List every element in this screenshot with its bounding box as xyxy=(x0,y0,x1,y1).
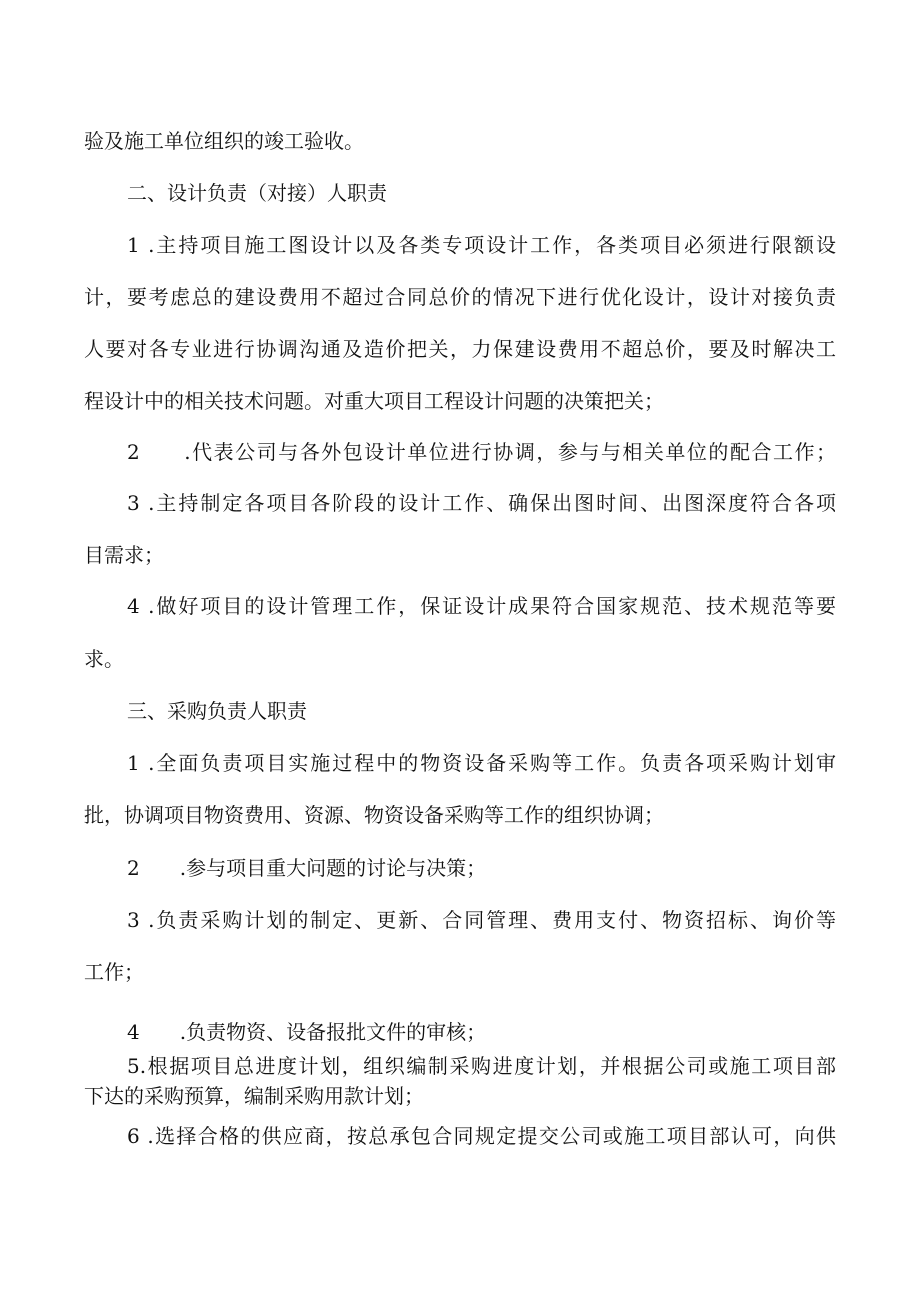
paragraph-line: 2 .参与项目重大问题的讨论与决策； xyxy=(127,856,487,880)
paragraph-line: 验及施工单位组织的竣工验收。 xyxy=(84,129,364,153)
paragraph-line: 人要对各专业进行协调沟通及造价把关，力保建设费用不超总价，要及时解决工 xyxy=(84,337,836,361)
section-heading: 二、设计负责（对接）人职责 xyxy=(127,181,387,205)
paragraph-line: 2 .代表公司与各外包设计单位进行协调，参与与相关单位的配合工作； xyxy=(127,440,836,464)
section-heading: 三、采购负责人职责 xyxy=(127,699,307,723)
paragraph-line: 求。 xyxy=(84,647,124,671)
paragraph-line: 计，要考虑总的建设费用不超过合同总价的情况下进行优化设计，设计对接负责 xyxy=(84,285,836,309)
paragraph-line: 1 .主持项目施工图设计以及各类专项设计工作，各类项目必须进行限额设 xyxy=(127,233,836,257)
paragraph-line: 下达的采购预算，编制采购用款计划； xyxy=(84,1084,424,1108)
paragraph-line: 目需求； xyxy=(84,543,164,567)
paragraph-line: 批，协调项目物资费用、资源、物资设备采购等工作的组织协调； xyxy=(84,803,664,827)
paragraph-line: 6 .选择合格的供应商，按总承包合同规定提交公司或施工项目部认可，向供 xyxy=(127,1124,836,1148)
paragraph-line: 程设计中的相关技术问题。对重大项目工程设计问题的决策把关； xyxy=(84,389,664,413)
paragraph-line: 4 .做好项目的设计管理工作，保证设计成果符合国家规范、技术规范等要 xyxy=(127,594,836,618)
paragraph-line: 5.根据项目总进度计划，组织编制采购进度计划，并根据公司或施工项目部 xyxy=(127,1054,836,1078)
paragraph-line: 工作； xyxy=(84,960,144,984)
paragraph-line: 3 .主持制定各项目各阶段的设计工作、确保出图时间、出图深度符合各项 xyxy=(127,491,836,515)
paragraph-line: 4 .负责物资、设备报批文件的审核； xyxy=(127,1020,487,1044)
paragraph-line: 1 .全面负责项目实施过程中的物资设备采购等工作。负责各项采购计划审 xyxy=(127,751,836,775)
paragraph-line: 3 .负责采购计划的制定、更新、合同管理、费用支付、物资招标、询价等 xyxy=(127,908,836,932)
